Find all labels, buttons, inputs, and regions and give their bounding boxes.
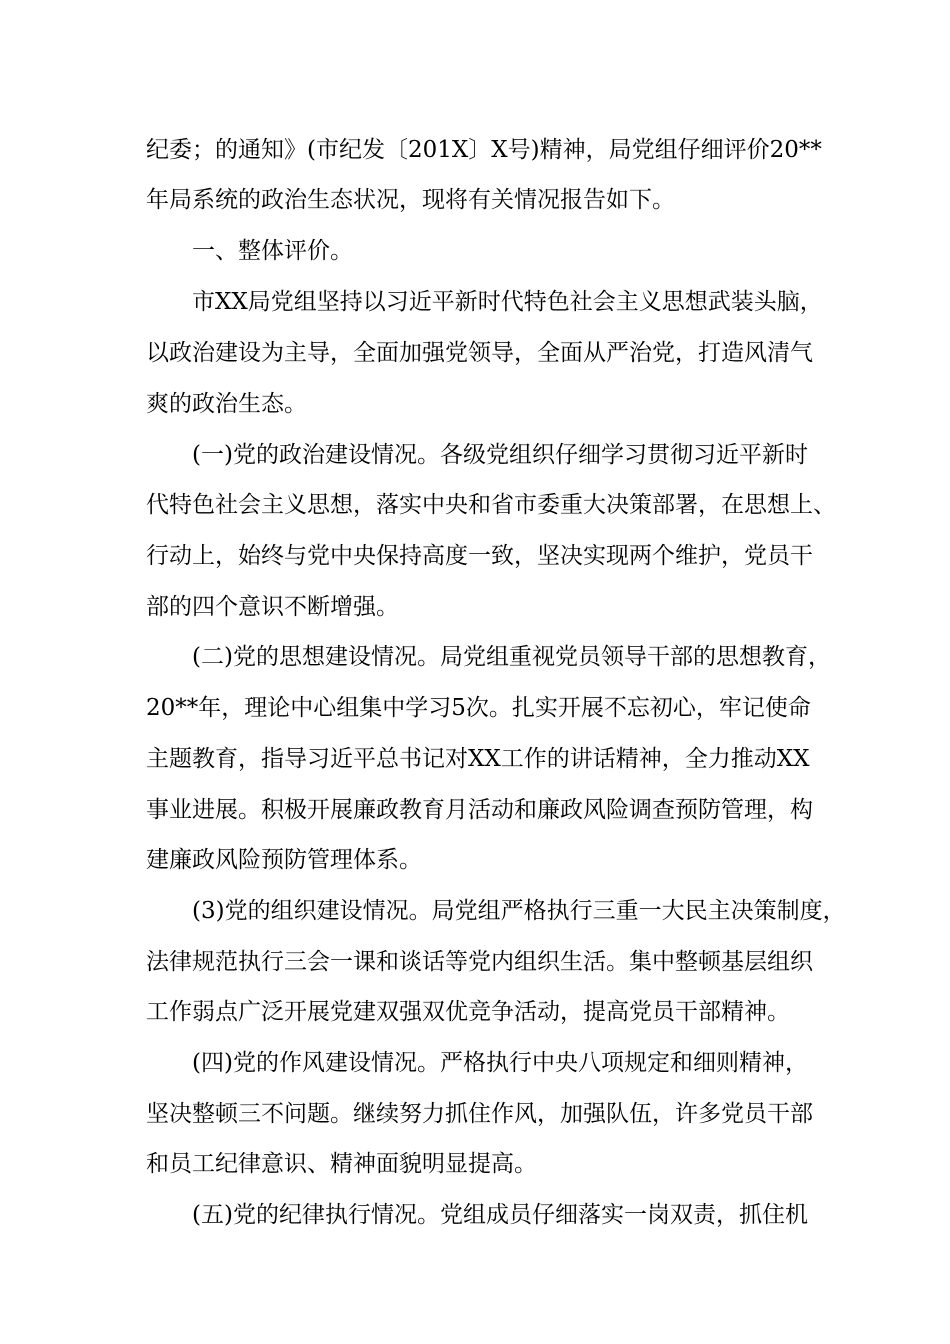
text-line: (一)党的政治建设情况。各级党组织仔细学习贯彻习近平新时 [192, 442, 808, 468]
text-line: 行动上，始终与党中央保持高度一致，坚决实现两个维护，党员干 [146, 543, 813, 569]
text-line: (四)党的作风建设情况。严格执行中央八项规定和细则精神， [192, 1050, 808, 1076]
text-line: 和员工纪律意识、精神面貌明显提高。 [146, 1151, 537, 1177]
text-line: 坚决整顿三不问题。继续努力抓住作风，加强队伍，许多党员干部 [146, 1101, 813, 1127]
section-heading: 一、整体评价。 [192, 238, 353, 264]
text-line: 主题教育，指导习近平总书记对XX工作的讲话精神，全力推动XX [146, 746, 810, 772]
text-line: 爽的政治生态。 [146, 391, 307, 417]
text-line: 代特色社会主义思想，落实中央和省市委重大决策部署，在思想上、 [146, 492, 836, 518]
text-line: 市XX局党组坚持以习近平新时代特色社会主义思想武装头脑， [192, 289, 823, 315]
text-line: (3)党的组织建设情况。局党组严格执行三重一大民主决策制度， [192, 898, 846, 924]
text-line: 建廉政风险预防管理体系。 [146, 847, 422, 873]
text-line: 工作弱点广泛开展党建双强双优竞争活动，提高党员干部精神。 [146, 999, 790, 1025]
text-line: 事业进展。积极开展廉政教育月活动和廉政风险调查预防管理，构 [146, 797, 813, 823]
text-line: 法律规范执行三会一课和谈话等党内组织生活。集中整顿基层组织 [146, 949, 813, 975]
text-line: 以政治建设为主导，全面加强党领导，全面从严治党，打造风清气 [146, 340, 813, 366]
text-line: (五)党的纪律执行情况。党组成员仔细落实一岗双责，抓住机 [192, 1202, 808, 1228]
text-line: 部的四个意识不断增强。 [146, 594, 399, 620]
text-line: 纪委；的通知》(市纪发〔201X〕X号)精神，局党组仔细评价20** [146, 137, 822, 163]
text-line: 年局系统的政治生态状况，现将有关情况报告如下。 [146, 187, 675, 213]
text-line: (二)党的思想建设情况。局党组重视党员领导干部的思想教育， [192, 644, 831, 670]
text-line: 20**年，理论中心组集中学习5次。扎实开展不忘初心，牢记使命 [146, 695, 811, 721]
